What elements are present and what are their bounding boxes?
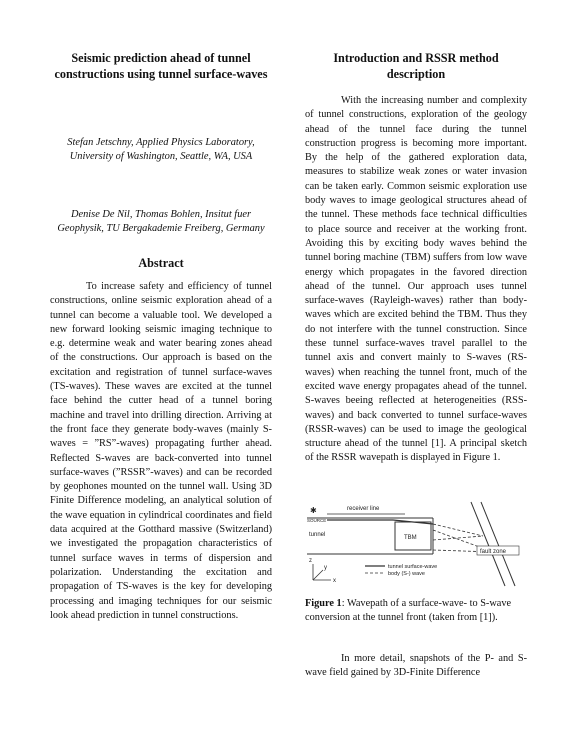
- figure-1: [305, 500, 527, 588]
- tunnel-label: tunnel: [309, 532, 326, 538]
- fault-zone-label: fault zone: [480, 549, 507, 555]
- abstract-heading: Abstract: [138, 256, 184, 270]
- axis-y-label: y: [324, 565, 327, 571]
- wavepath-diagram: [305, 500, 527, 588]
- source-label: SOURCE: [307, 518, 327, 523]
- intro-text: With the increasing number and complexity of tunnel constructions, exploration of the geology ahead of the tunnel face during the tunnel construction progress is becoming more important. By the help of the gathered exploration data, measures to stabilize weak zones or water invasion can be taken early. Common seismic exploration use body waves to image geological structures ahead of the tunnel. These methods face technical difficulties to place source and receiver at the working front. Avoiding this by exciting body waves behind the tunnel boring machine (TBM) suffers from low wave energy which propagates in the favored direction ahead of the tunnel. Our approach uses tunnel surface-waves (Rayleigh-waves) rather than body-waves which are excited behind the TBM. Thus they do not interfere with the tunnel construction. Since these tunnel surface-waves travel parallel to the tunnel axis and convert mainly to S-waves (RS-waves) when reaching the tunnel front, much of the excited wave energy propagates ahead of the tunnel. S-waves beeing reflected at heterogeneities (RSS-waves) and back converted to tunnel surface-waves (RSSR-waves) can be used to image the geological structure ahead of the tunnel [1]. A principal sketch of the RSSR wavepath is displayed in Figure 1.: [305, 95, 527, 464]
- author-affiliation-1: Stefan Jetschny, Applied Physics Laboratory, University of Washington, Seattle, WA, USA: [67, 137, 255, 163]
- figure-caption: [305, 597, 527, 626]
- legend-body-wave: body (S-) wave: [388, 571, 425, 577]
- source-star-icon: ✱: [310, 506, 317, 515]
- paper-title: Seismic prediction ahead of tunnel constructions using tunnel surface-waves: [54, 51, 268, 81]
- section-title: Introduction and RSSR method description: [333, 51, 499, 81]
- abstract-text: To increase safety and efficiency of tunnel constructions, online seismic exploration ahead of a tunnel can become a valuable tool. We developed a new forward looking seismic imaging technique to e.g. determine weak and water bearing zones ahead of the constructions. Our approach is based on the excitation and registration of tunnel surface-waves (TS-waves). These waves are excited at the tunnel face behind the cutter head of a tunnel boring machine and travel into drilling direction. Arriving at the front face they generate body-waves (mainly S-waves = ”RS”-waves) propagating further ahead. Reflected S-waves are back-converted into tunnel surface-waves (”RSSR”-waves) and can be recorded by geophones mounted on the tunnel wall. Using 3D Finite Difference modeling, an analytical solution of the wave equation in cylindrical coordinates and field data acquired at the Gotthard massive (Switzerland) we investigated the propagation characteristics of tunnel surface waves in terms of dispersion and polarization. Understanding the excitation and propagation of TS-waves is the key for developing processing and imaging techniques for our seismic look ahead prediction in tunnel constructions.: [50, 281, 272, 621]
- axis-x-label: x: [333, 578, 336, 584]
- caption-label: Figure 1: [305, 598, 342, 609]
- author-affiliation-2: Denise De Nil, Thomas Bohlen, Insitut fuer Geophysik, TU Bergakademie Freiberg, Germany: [57, 209, 265, 235]
- legend-surface-wave: tunnel surface-wave: [388, 564, 438, 570]
- tbm-label: TBM: [404, 535, 417, 541]
- receiver-line-label: receiver line: [347, 506, 380, 512]
- axis-z-label: z: [309, 558, 312, 564]
- continuation-text: In more detail, snapshots of the P- and S-wave field gained by 3D-Finite Difference: [305, 653, 527, 679]
- caption-text: : Wavepath of a surface-wave- to S-wave conversion at the tunnel front (taken from [1]).: [305, 598, 512, 624]
